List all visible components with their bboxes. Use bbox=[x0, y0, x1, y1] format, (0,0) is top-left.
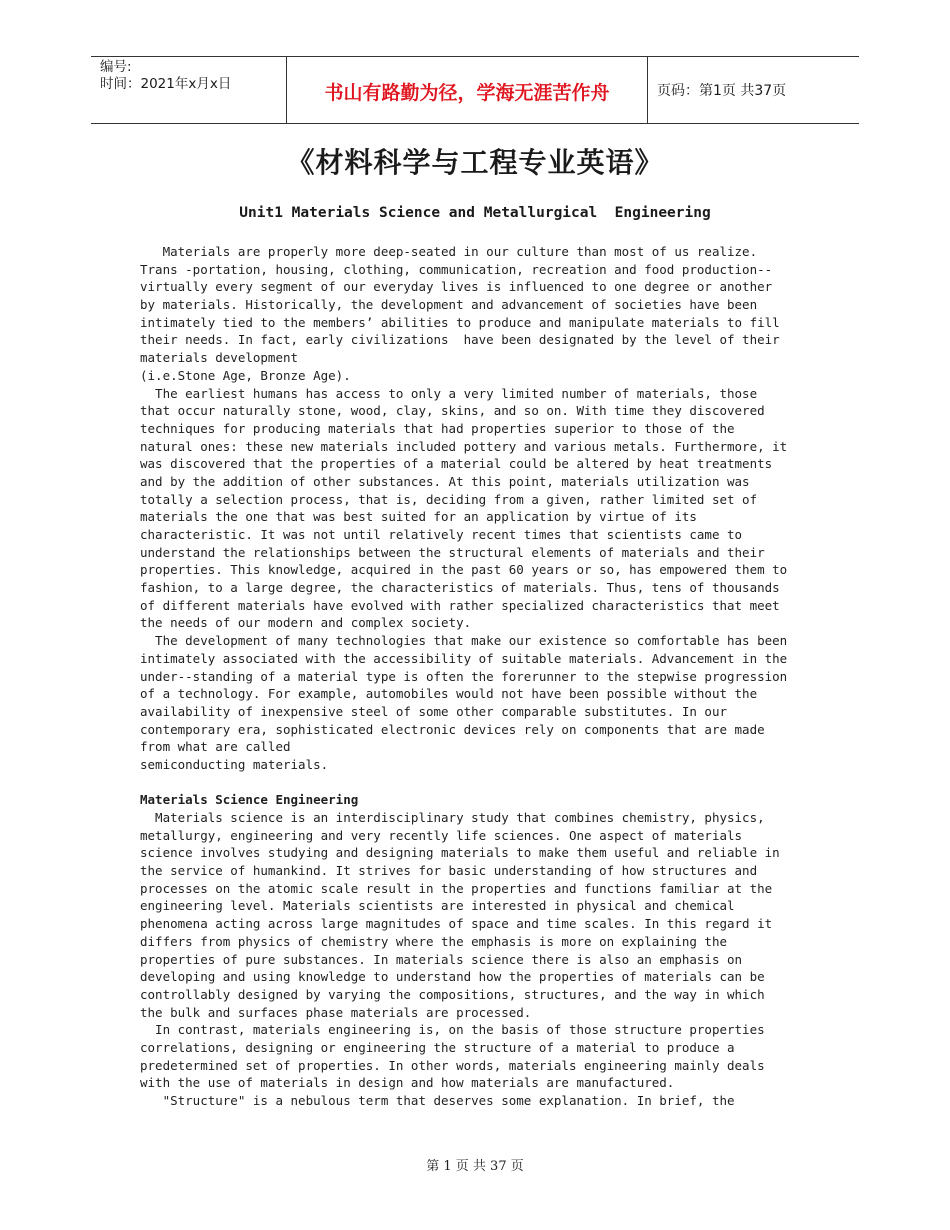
text-line: science involves studying and designing materials to make them useful and reliable in bbox=[140, 845, 780, 861]
text-line: contemporary era, sophisticated electronic devices rely on components that are made bbox=[140, 721, 765, 737]
text-line: controllably designed by varying the compositions, structures, and the way in which bbox=[140, 986, 765, 1002]
text-line: fashion, to a large degree, the characteristics of materials. Thus, tens of thousands bbox=[140, 580, 780, 596]
text-line: "Structure" is a nebulous term that deserves some explanation. In brief, the bbox=[140, 1093, 735, 1108]
page-info: 页码：第1页 共37页 bbox=[657, 83, 787, 99]
text-line: properties. This knowledge, acquired in the past 60 years or so, has empowered them to bbox=[140, 562, 788, 578]
text-line: The development of many technologies that make our existence so comfortable has been bbox=[140, 633, 788, 649]
text-line: The earliest humans has access to only a very limited number of materials, those bbox=[140, 385, 758, 401]
section-heading: Materials Science Engineering bbox=[140, 792, 359, 808]
text-line: that occur naturally stone, wood, clay, skins, and so on. With time they discovered bbox=[140, 403, 765, 419]
text-line: Materials are properly more deep-seated in our culture than most of us realize. bbox=[140, 244, 758, 259]
body-text bbox=[140, 243, 830, 1110]
text-line: natural ones: these new materials included pottery and various metals. Furthermore, it bbox=[140, 438, 788, 454]
text-line: totally a selection process, that is, deciding from a given, rather limited set of bbox=[140, 491, 758, 507]
unit-title: Unit1 Materials Science and Metallurgical Engineering bbox=[239, 205, 711, 221]
motto: 书山有路勤为径，学海无涯苦作舟 bbox=[286, 57, 648, 123]
text-line: developing and using knowledge to understand how the properties of materials can be bbox=[140, 969, 765, 985]
text-line: of a technology. For example, automobiles would not have been possible without the bbox=[140, 686, 758, 702]
header-meta bbox=[91, 57, 286, 123]
text-line: Trans -portation, housing, clothing, communication, recreation and food production-- bbox=[140, 261, 773, 277]
text-line: predetermined set of properties. In other words, materials engineering mainly deals bbox=[140, 1057, 765, 1073]
page-footer: 第 1 页 共 37 页 bbox=[426, 1159, 524, 1174]
text-line: properties of pure substances. In materials science there is also an emphasis on bbox=[140, 951, 743, 967]
text-line: techniques for producing materials that had properties superior to those of the bbox=[140, 420, 735, 436]
text-line: Materials science is an interdisciplinary study that combines chemistry, physics, bbox=[140, 810, 765, 825]
text-line: the bulk and surfaces phase materials are processed. bbox=[140, 1004, 532, 1020]
text-line: the needs of our modern and complex society. bbox=[140, 615, 472, 631]
text-line bbox=[140, 774, 830, 792]
text-line: processes on the atomic scale result in the properties and functions familiar at the bbox=[140, 880, 773, 896]
text-line: materials the one that was best suited for an application by virtue of its bbox=[140, 509, 697, 525]
text-line: availability of inexpensive steel of some other comparable substitutes. In our bbox=[140, 703, 727, 719]
time-label: 时间：2021年x月x日 bbox=[100, 76, 232, 92]
text-line: the service of humankind. It strives for basic understanding of how structures and bbox=[140, 863, 758, 879]
text-line: characteristic. It was not until relatively recent times that scientists came to bbox=[140, 527, 743, 542]
text-line: was discovered that the properties of a material could be altered by heat treatments bbox=[140, 456, 773, 472]
number-label: 编号: bbox=[100, 59, 132, 75]
text-line: intimately associated with the accessibility of suitable materials. Advancement in the bbox=[140, 650, 788, 666]
text-line: under--standing of a material type is often the forerunner to the stepwise progression bbox=[140, 668, 788, 684]
text-line: correlations, designing or engineering the structure of a material to produce a bbox=[140, 1039, 735, 1055]
text-line: engineering level. Materials scientists are interested in physical and chemical bbox=[140, 898, 735, 914]
text-line: phenomena acting across large magnitudes of space and time scales. In this regard it bbox=[140, 916, 773, 932]
document-title: 《材料科学与工程专业英语》 bbox=[286, 146, 664, 179]
text-line: of different materials have evolved with rather specialized characteristics that meet bbox=[140, 597, 780, 613]
text-line: understand the relationships between the structural elements of materials and their bbox=[140, 544, 765, 560]
text-line: semiconducting materials. bbox=[140, 756, 329, 772]
text-line: materials development bbox=[140, 350, 299, 366]
text-line: (i.e.Stone Age, Bronze Age). bbox=[140, 367, 351, 383]
text-line: from what are called bbox=[140, 739, 291, 755]
text-line: virtually every segment of our everyday lives is influenced to one degree or another bbox=[140, 279, 773, 295]
document-header bbox=[91, 56, 859, 124]
text-line: their needs. In fact, early civilizations have been designated by the level of their bbox=[140, 332, 780, 348]
text-line: by materials. Historically, the development and advancement of societies have been bbox=[140, 297, 758, 313]
text-line: metallurgy, engineering and very recently life sciences. One aspect of materials bbox=[140, 827, 743, 843]
text-line: In contrast, materials engineering is, on the basis of those structure properties bbox=[140, 1022, 765, 1038]
text-line: and by the addition of other substances. At this point, materials utilization was bbox=[140, 473, 750, 489]
text-line: with the use of materials in design and how materials are manufactured. bbox=[140, 1075, 675, 1091]
text-line: differs from physics of chemistry where the emphasis is more on explaining the bbox=[140, 933, 727, 949]
text-line: intimately tied to the members’ abilities to produce and manipulate materials to fill bbox=[140, 314, 780, 330]
